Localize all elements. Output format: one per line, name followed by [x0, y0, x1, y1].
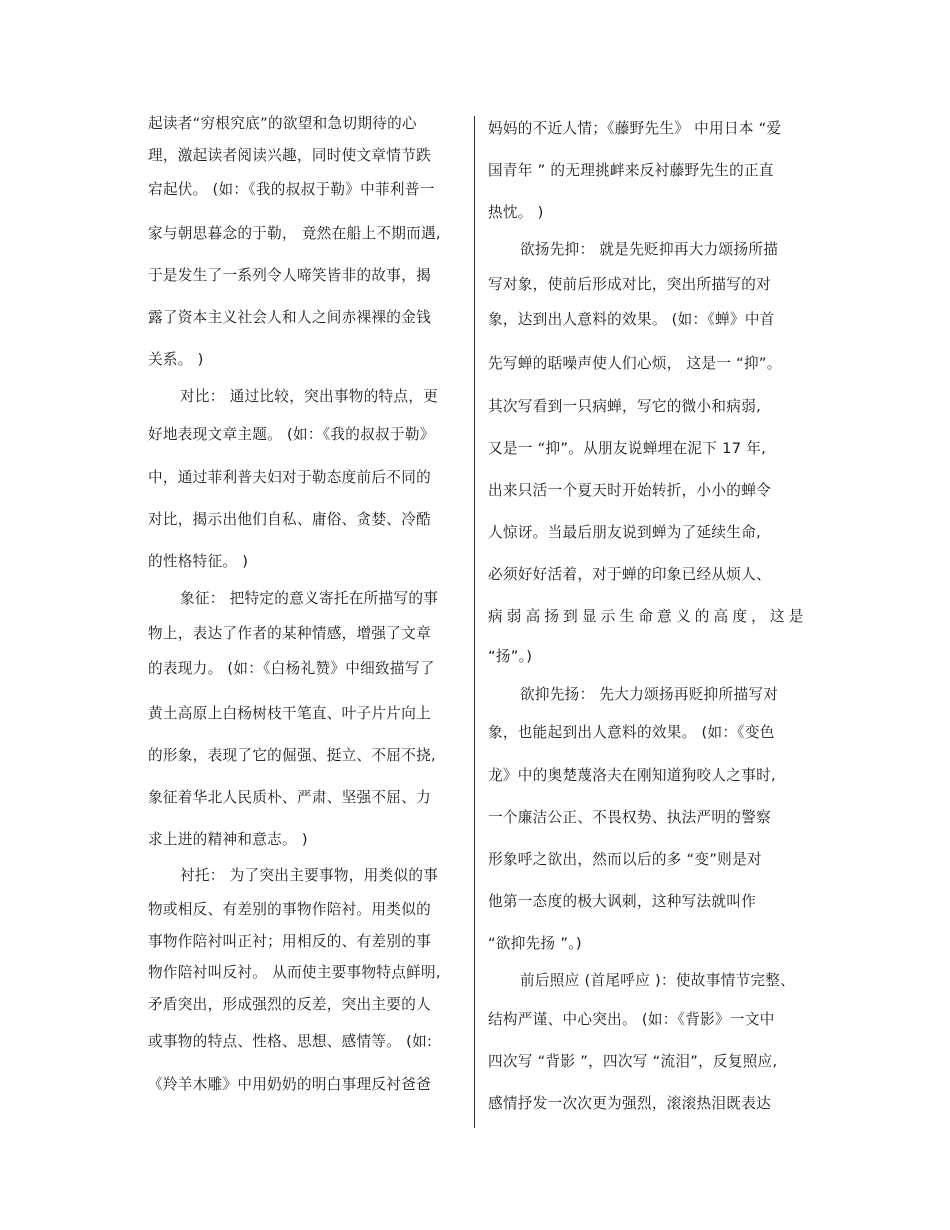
text-line: 热忱。 ) [488, 204, 544, 221]
text-line: 他第一态度的极大讽刺，这种写法就叫作 [488, 893, 757, 910]
text-line: 物或相反、有差别的事物作陪衬。用类似的 [148, 901, 431, 918]
text-line: 中，通过菲利普夫妇对于勒态度前后不同的 [148, 469, 431, 486]
text-line: 于是发生了一系列令人啼笑皆非的故事，揭 [148, 267, 431, 284]
text-line: 求上进的精神和意志。 ) [148, 831, 308, 848]
text-line: 的性格特征。 ) [148, 553, 249, 570]
text-line: 象征着华北人民质朴、严肃、坚强不屈、力 [148, 789, 431, 806]
text-line: 形象呼之欲出，然而以后的多 “变”则是对 [488, 851, 762, 868]
text-line: 先写蝉的聒噪声使人们心烦， 这是一 “抑”。 [488, 355, 782, 372]
text-line: 象，达到出人意料的效果。 (如：《蝉》中首 [488, 311, 775, 328]
text-line: 病弱高扬到显示生命意义的高度，这是 [488, 608, 808, 625]
paragraph-heading-suppress-then-praise: 欲扬先抑： 就是先贬抑再大力颂扬所描 [520, 241, 779, 258]
text-line: 矛盾突出，形成强烈的反差，突出主要的人 [148, 996, 431, 1013]
text-line: 对比，揭示出他们自私、庸俗、贪婪、冷酷 [148, 511, 431, 528]
text-line: 一个廉洁公正、不畏权势、执法严明的警察 [488, 809, 771, 826]
text-line: 理，激起读者阅读兴趣，同时使文章情节跌 [148, 147, 431, 164]
text-line: 家与朝思暮念的于勒， 竟然在船上不期而遇, [148, 225, 441, 242]
text-line: 关系。 ) [148, 351, 204, 368]
paragraph-heading-echo: 前后照应 (首尾呼应 )：使故事情节完整、 [520, 972, 796, 989]
text-line: 物作陪衬叫反衬。 从而使主要事物特点鲜明, [148, 964, 441, 981]
text-line: 其次写看到一只病蝉，写它的微小和病弱, [488, 398, 762, 415]
text-line: 好地表现文章主题。 (如：《我的叔叔于勒》 [148, 426, 435, 443]
text-line: 又是一 “抑”。从朋友说蝉埋在泥下 17 年, [488, 440, 767, 457]
text-line: 结构严谨、中心突出。 (如：《背影》一文中 [488, 1011, 775, 1028]
text-line: 出来只活一个夏天时开始转折，小小的蝉令 [488, 482, 771, 499]
column-divider [474, 116, 475, 1128]
paragraph-heading-praise-then-suppress: 欲抑先扬： 先大力颂扬再贬抑所描写对 [520, 686, 779, 703]
text-line: 物上，表达了作者的某种情感，增强了文章 [148, 625, 431, 642]
text-line: 龙》中的奥楚蔑洛夫在刚知道狗咬人之事时, [488, 767, 776, 784]
text-line: 的形象，表现了它的倔强、挺立、不屈不挠, [148, 747, 436, 764]
text-line: 宕起伏。 (如：《我的叔叔于勒》中菲利普一 [148, 181, 435, 198]
text-line: 感情抒发一次次更为强烈，滚滚热泪既表达 [488, 1095, 771, 1112]
paragraph-heading-symbolism: 象征： 把特定的意义寄托在所描写的事 [180, 590, 439, 607]
paragraph-heading-foil: 衬托： 为了突出主要事物，用类似的事 [180, 867, 439, 884]
text-line: 人惊讶。当最后朋友说到蝉为了延续生命, [488, 524, 762, 541]
text-line: 《羚羊木雕》中用奶奶的明白事理反衬爸爸 [148, 1076, 431, 1093]
text-line: 国青年 ” 的无理挑衅来反衬藤野先生的正直 [488, 162, 774, 179]
text-line: “扬”。) [488, 648, 533, 665]
text-line: 或事物的特点、性格、思想、感情等。 (如: [148, 1033, 433, 1050]
text-line: 象，也能起到出人意料的效果。 (如：《变色 [488, 724, 775, 741]
text-line: 妈妈的不近人情；《藤野先生》 中用日本 “爱 [488, 120, 782, 137]
paragraph-heading-contrast: 对比： 通过比较，突出事物的特点，更 [180, 388, 439, 405]
text-line: 四次写 “背影 ”，四次写 “流泪”，反复照应, [488, 1053, 778, 1070]
text-line: 黄土高原上白杨树枝干笔直、叶子片片向上 [148, 705, 431, 722]
text-line: 起读者“穷根究底”的欲望和急切期待的心 [148, 115, 417, 132]
text-line: 事物作陪衬叫正衬；用相反的、有差别的事 [148, 933, 431, 950]
text-line: 必须好好活着，对于蝉的印象已经从烦人、 [488, 566, 771, 583]
text-line: 露了资本主义社会人和人之间赤裸裸的金钱 [148, 309, 431, 326]
text-line: 写对象，使前后形成对比，突出所描写的对 [488, 276, 771, 293]
text-line: 的表现力。 (如：《白杨礼赞》中细致描写了 [148, 660, 435, 677]
text-line: “欲抑先扬 ”。) [488, 935, 582, 952]
